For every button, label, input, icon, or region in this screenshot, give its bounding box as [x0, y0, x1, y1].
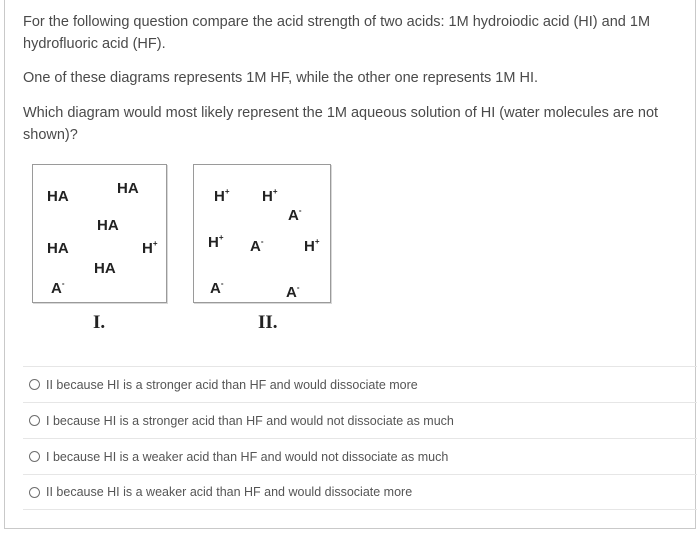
- answer-option-label: I because HI is a weaker acid than HF and would not dissociate as much: [46, 449, 449, 464]
- question-prompt: Which diagram would most likely represent the 1M aqueous solution of HI (water molecules are not shown)?: [23, 105, 659, 143]
- answer-option-label: II because HI is a stronger acid than HF and would dissociate more: [46, 377, 418, 392]
- species-ha: HA: [47, 240, 69, 257]
- species-ha: HA: [47, 188, 69, 205]
- diagram-two-caption: II.: [258, 312, 278, 333]
- answer-option[interactable]: [23, 366, 697, 402]
- answer-option-label: I because HI is a stronger acid than HF and would not dissociate as much: [46, 413, 454, 428]
- answer-option[interactable]: [23, 438, 697, 474]
- species-ha: HA: [97, 217, 119, 234]
- answer-option[interactable]: [23, 402, 697, 438]
- question-intro: For the following question compare the acid strength of two acids: 1M hydroiodic acid (HI) and 1M hydrofluoric acid (HF).: [23, 14, 651, 52]
- species-a-minus: A-: [250, 237, 264, 255]
- radio-button[interactable]: [29, 451, 40, 462]
- radio-button[interactable]: [29, 379, 40, 390]
- diagram-one-caption: I.: [93, 312, 106, 333]
- species-ha: HA: [94, 260, 116, 277]
- species-a-minus: A-: [210, 279, 224, 297]
- answer-options: [23, 366, 697, 510]
- radio-button[interactable]: [29, 415, 40, 426]
- species-ha: HA: [117, 180, 139, 197]
- species-h-plus: H+: [262, 187, 278, 205]
- species-h-plus: H+: [214, 187, 230, 205]
- species-h-plus: H+: [142, 239, 158, 257]
- species-a-minus: A-: [288, 206, 302, 224]
- answer-option[interactable]: [23, 474, 697, 510]
- answer-option-label: II because HI is a weaker acid than HF and would dissociate more: [46, 485, 413, 499]
- species-a-minus: A-: [51, 279, 65, 297]
- species-h-plus: H+: [208, 233, 224, 251]
- diagram-one: [32, 164, 167, 303]
- question-context: One of these diagrams represents 1M HF, while the other one represents 1M HI.: [23, 70, 538, 86]
- diagram-two: [193, 164, 331, 303]
- species-h-plus: H+: [304, 237, 320, 255]
- species-a-minus: A-: [286, 283, 300, 301]
- radio-button[interactable]: [29, 487, 40, 498]
